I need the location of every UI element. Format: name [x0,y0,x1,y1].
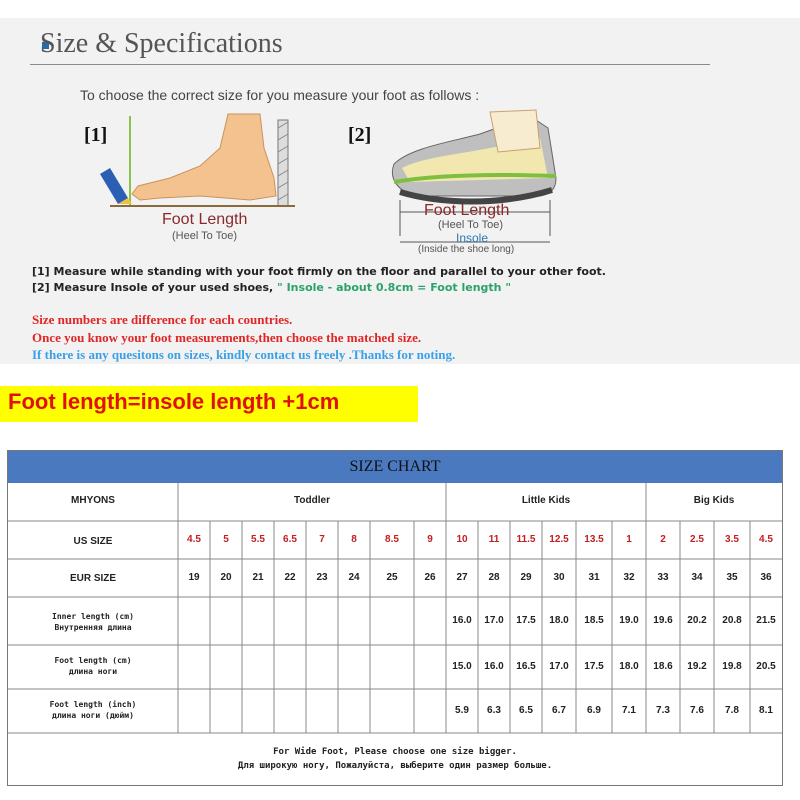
measurement-cell: 7.8 [725,705,739,716]
us-size-cell: 8.5 [385,534,399,545]
inner-length-label-ru: Внутренняя длина [54,623,132,632]
us-size-cell: 2.5 [690,534,704,545]
measurement-cell: 17.0 [484,615,504,626]
eur-size-cell: 19 [188,572,200,583]
figure2-label: [2] [348,124,372,146]
measurement-cell: 15.0 [452,661,472,672]
measurement-cell: 19.8 [722,661,742,672]
instruction-line-2-prefix: [2] Measure Insole of your used shoes, [32,281,278,294]
measurement-cell: 20.5 [756,661,776,672]
instruction-line-1: [1] Measure while standing with your foot firmly on the floor and parallel to your other foot. [32,265,606,278]
us-size-cell: 4.5 [759,534,773,545]
group-little-kids: Little Kids [521,495,571,506]
measurement-cell: 7.6 [690,705,704,716]
measurement-cell: 21.5 [756,615,776,626]
size-chart [7,450,783,786]
us-size-cell: 1 [626,534,632,545]
measurement-cell: 6.7 [552,705,566,716]
figure2-insole-note: (Inside the shoe long) [418,244,515,255]
measurement-cell: 17.0 [549,661,569,672]
foot-length-cm-label-en: Foot length (cm) [54,656,132,665]
size-difference-note: Size numbers are difference for each countries. [32,312,293,327]
foot-length-cm-label [8,655,178,677]
us-size-cell: 8 [351,534,357,545]
contact-note: If there is any quesitons on sizes, kindly contact us freely .Thanks for noting. [32,347,456,362]
measurement-cell: 20.8 [722,615,742,626]
measurement-cell: 18.5 [584,615,604,626]
figure2-heel-to-toe: (Heel To Toe) [438,219,504,231]
us-size-cell: 5 [223,534,229,545]
us-size-cell: 9 [427,534,433,545]
measurement-cell: 5.9 [455,705,469,716]
measurement-cell: 18.0 [549,615,569,626]
foot-length-inch-label-ru: длина ноги (дюйм) [52,711,134,720]
us-size-cell: 12.5 [549,534,569,545]
foot-length-cm-label-ru: длина ноги [68,667,118,676]
eur-size-cell: 30 [553,572,565,583]
eur-size-cell: 23 [316,572,328,583]
us-size-label: US SIZE [73,536,113,547]
us-size-cell: 13.5 [584,534,604,545]
choose-size-note: Once you know your foot measurements,then choose the matched size. [32,330,422,345]
us-size-cell: 4.5 [187,534,201,545]
intro-text: To choose the correct size for you measure your foot as follows : [80,87,480,103]
us-size-cell: 2 [660,534,666,545]
insole-note-banner [0,386,418,422]
group-toddler: Toddler [294,495,330,506]
us-size-cell: 6.5 [283,534,297,545]
measurement-cell: 19.0 [619,615,639,626]
measurement-cell: 17.5 [516,615,536,626]
measurement-cell: 7.3 [656,705,670,716]
us-size-cell: 7 [319,534,325,545]
instruction-line-2-highlight: " Insole - about 0.8cm = Foot length " [277,281,512,294]
eur-size-cell: 35 [726,572,738,583]
eur-size-cell: 29 [520,572,532,583]
measurement-cell: 6.9 [587,705,601,716]
us-size-cell: 10 [456,534,468,545]
eur-size-cell: 21 [252,572,264,583]
us-size-cell: 5.5 [251,534,265,545]
eur-size-cell: 26 [424,572,436,583]
title-rule [30,64,710,65]
eur-size-cell: 27 [456,572,468,583]
eur-size-cell: 22 [284,572,296,583]
eur-size-cell: 32 [623,572,635,583]
eur-size-cell: 28 [488,572,500,583]
measurement-cell: 19.2 [687,661,707,672]
figure2-insole: Insole [456,231,489,245]
measurement-cell: 18.6 [653,661,673,672]
eur-size-cell: 20 [220,572,232,583]
inner-length-label [8,611,178,633]
figure1-foot-length: Foot Length [162,211,248,228]
eur-size-cell: 34 [691,572,703,583]
instruction-line-2 [32,281,511,294]
measurement-cell: 6.3 [487,705,501,716]
us-size-cell: 11.5 [516,534,536,545]
eur-size-cell: 24 [348,572,360,583]
eur-size-cell: 25 [386,572,398,583]
measurement-cell: 8.1 [759,705,773,716]
size-chart-title: SIZE CHART [8,451,782,483]
group-big-kids: Big Kids [693,495,735,506]
figure2-foot-length: Foot Length [424,202,510,219]
insole-note-text: Foot length=insole length +1cm [8,389,340,414]
measurement-cell: 18.0 [619,661,639,672]
measurement-cell: 16.0 [452,615,472,626]
measurement-cell: 17.5 [584,661,604,672]
brand-label: MHYONS [71,495,115,506]
measurement-cell: 16.5 [516,661,536,672]
measurement-cell: 20.2 [687,615,707,626]
measurement-cell: 19.6 [653,615,673,626]
wide-foot-note-en: For Wide Foot, Please choose one size bigger. [273,747,517,757]
us-size-cell: 11 [488,534,500,545]
eur-size-cell: 31 [588,572,600,583]
page-title: Size & Specifications [40,28,283,59]
us-size-cell: 3.5 [725,534,739,545]
eur-size-label: EUR SIZE [69,573,117,584]
figure1-label: [1] [84,124,108,146]
foot-measure-illustration [90,108,300,220]
foot-length-inch-label [8,699,178,721]
eur-size-cell: 33 [657,572,669,583]
figure1-heel-to-toe: (Heel To Toe) [172,230,238,242]
eur-size-cell: 36 [760,572,772,583]
measurement-cell: 6.5 [519,705,533,716]
measurement-cell: 7.1 [622,705,636,716]
measurement-cell: 16.0 [484,661,504,672]
inner-length-label-en: Inner length (cm) [52,612,134,621]
foot-length-inch-label-en: Foot length (inch) [49,700,137,709]
wide-foot-note-ru: Для широкую ногу, Пожалуйста, выберите один размер больше. [237,761,553,771]
